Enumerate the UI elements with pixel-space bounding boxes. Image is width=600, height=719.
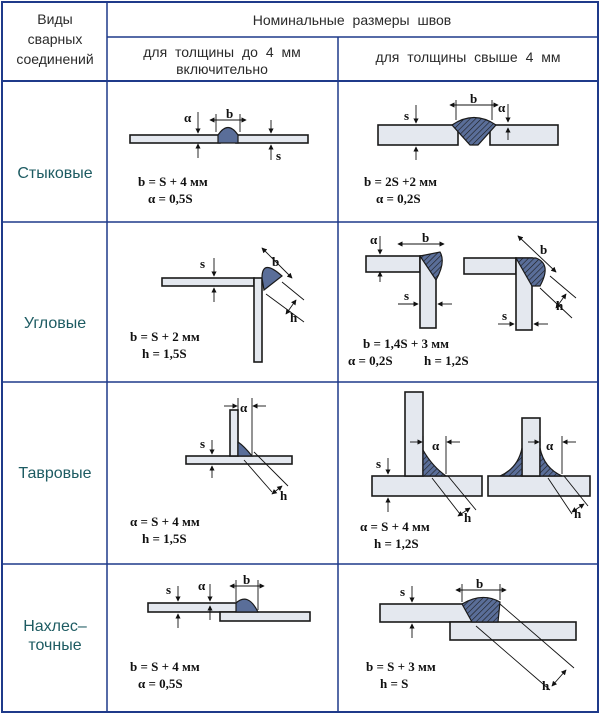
header-col2: для толщины свыше 4 мм <box>375 49 561 65</box>
label-h: h <box>464 510 472 525</box>
label-a: α <box>370 232 378 247</box>
lap-thick-formula-2: h = S <box>380 676 409 691</box>
butt-thin-formula-2: α = 0,5S <box>148 191 193 206</box>
label-s: s <box>400 584 406 599</box>
label-b: b <box>422 230 430 245</box>
label-a: α <box>184 110 192 125</box>
header-col1-line-2: включительно <box>176 61 268 77</box>
corner-thin-formula-2: h = 1,5S <box>142 346 187 361</box>
label-a: α <box>198 578 206 593</box>
lap-thick-diagram <box>380 576 576 693</box>
label-s: s <box>276 148 282 163</box>
label-s: s <box>166 582 172 597</box>
butt-thick-formula-1: b = 2S +2 мм <box>364 174 437 189</box>
tee-thick-formula-2: h = 1,2S <box>374 536 419 551</box>
header-col1-line-1: для толщины до 4 мм <box>143 44 301 60</box>
label-s: s <box>376 456 382 471</box>
row-name-butt: Стыковые <box>17 165 93 182</box>
corner-thin-formula-1: b = S + 2 мм <box>130 329 200 344</box>
corner-thick-formula-1: b = 1,4S + 3 мм <box>363 336 449 351</box>
lap-thick-formula-1: b = S + 3 мм <box>366 659 436 674</box>
lap-thin-formula-2: α = 0,5S <box>138 676 183 691</box>
label-a: α <box>546 438 554 453</box>
tee-thin-formula-1: α = S + 4 мм <box>130 514 200 529</box>
label-s: s <box>502 308 508 323</box>
corner-thin-diagram <box>162 248 304 362</box>
row-name-tee: Тавровые <box>18 465 92 482</box>
label-a: α <box>498 100 506 115</box>
label-s: s <box>200 256 206 271</box>
lap-thin-formula-1: b = S + 4 мм <box>130 659 200 674</box>
tee-thin-diagram <box>186 398 292 503</box>
label-b: b <box>226 106 234 121</box>
butt-thick-diagram <box>378 91 558 160</box>
row-name-corner: Угловые <box>23 315 87 332</box>
label-b: b <box>243 572 251 587</box>
butt-thin-diagram <box>130 106 308 163</box>
tee-thick-formula-1: α = S + 4 мм <box>360 519 430 534</box>
row-name-lap-line-1: Нахлес– <box>23 618 87 635</box>
tee-thick-diagram-1 <box>372 392 482 525</box>
row-name-lap-line-2: точные <box>28 637 82 654</box>
header-types-line-2: сварных <box>27 31 83 47</box>
label-b: b <box>470 91 478 106</box>
table-border <box>2 2 598 712</box>
header-types-line-3: соединений <box>16 51 94 67</box>
butt-thick-formula-2: α = 0,2S <box>376 191 421 206</box>
label-b: b <box>476 576 484 591</box>
label-b: b <box>540 242 548 257</box>
butt-thin-formula-1: b = S + 4 мм <box>138 174 208 189</box>
corner-thick-diagram-2 <box>464 236 576 330</box>
label-s: s <box>404 288 410 303</box>
tee-thick-diagram-2 <box>488 418 590 521</box>
label-h: h <box>556 298 564 313</box>
label-a: α <box>240 400 248 415</box>
label-h: h <box>542 678 550 693</box>
label-b: b <box>272 254 280 269</box>
corner-thick-diagram-1 <box>366 230 452 328</box>
label-s: s <box>200 436 206 451</box>
label-s: s <box>404 108 410 123</box>
corner-thick-formula-3: h = 1,2S <box>424 353 469 368</box>
label-a: α <box>432 438 440 453</box>
tee-thin-formula-2: h = 1,5S <box>142 531 187 546</box>
label-h: h <box>574 506 582 521</box>
label-h: h <box>280 488 288 503</box>
lap-thin-diagram <box>148 572 310 628</box>
header-types-line-1: Виды <box>37 11 73 27</box>
label-h: h <box>290 310 298 325</box>
corner-thick-formula-2: α = 0,2S <box>348 353 393 368</box>
header-sizes-title: Номинальные размеры швов <box>252 12 452 28</box>
